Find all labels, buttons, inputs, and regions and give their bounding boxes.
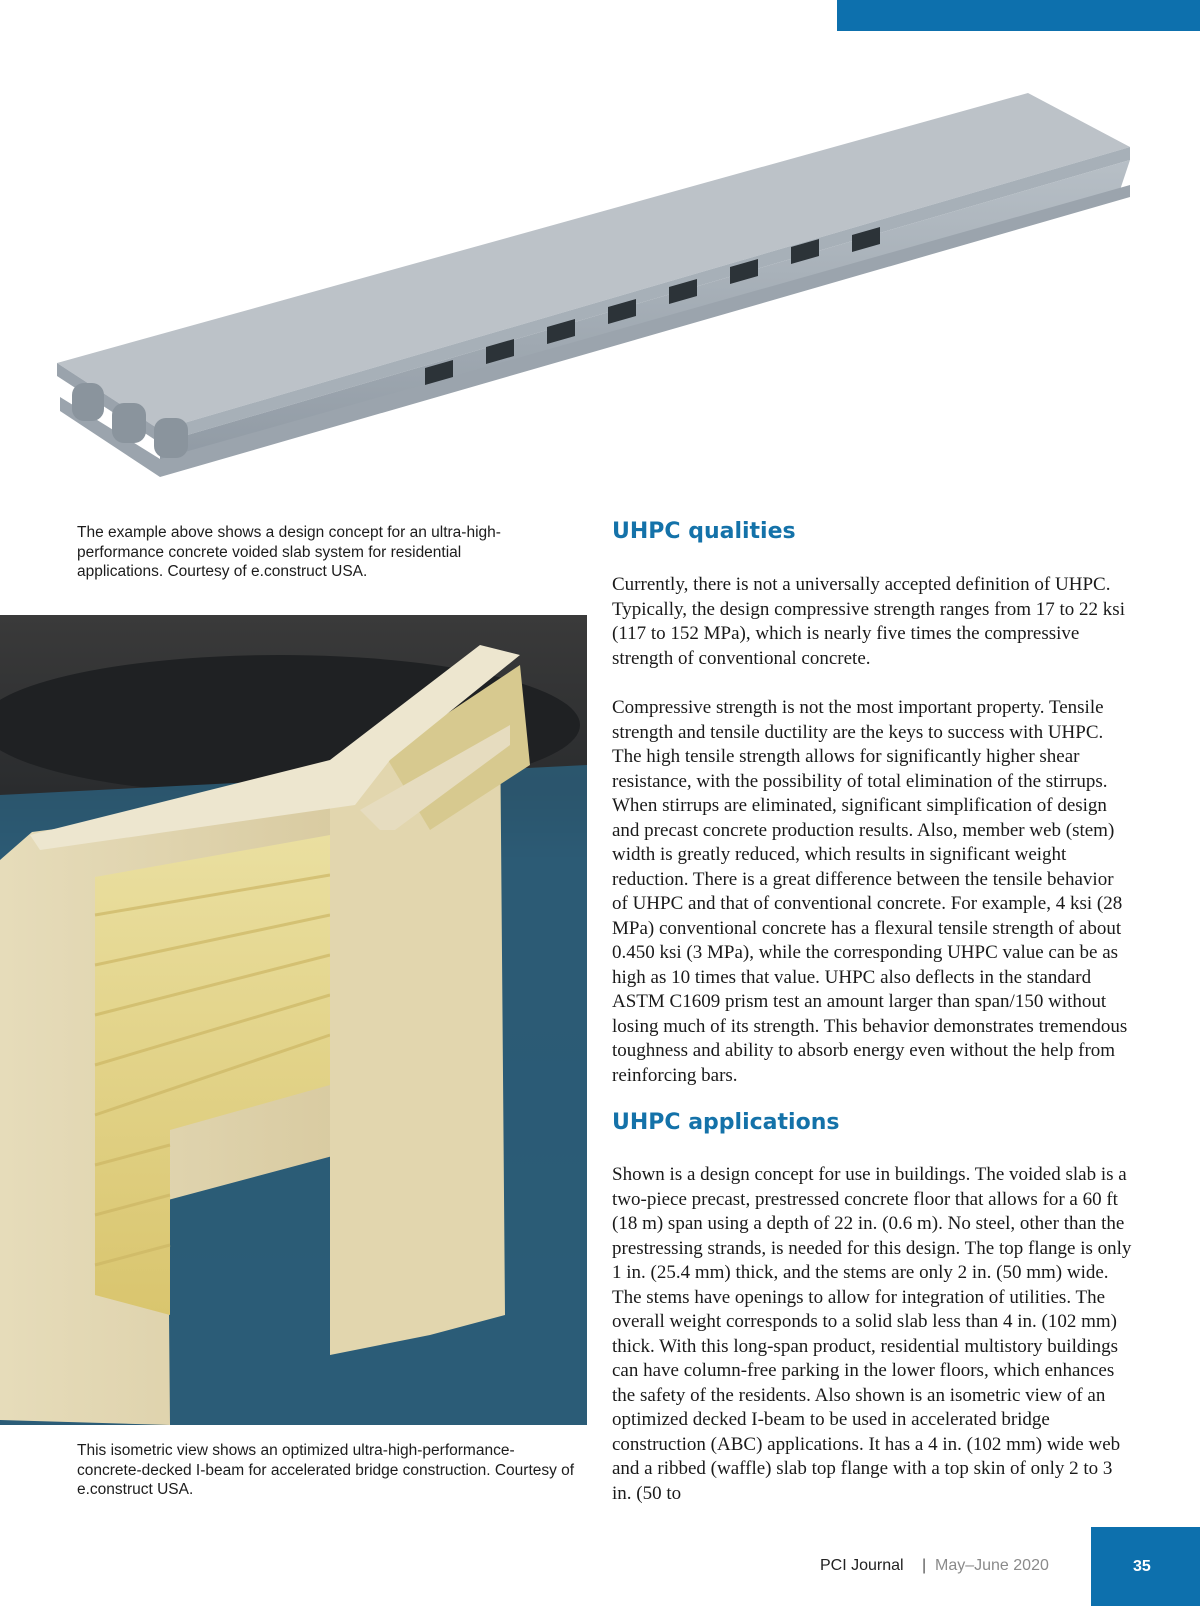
paragraph-applications: Shown is a design concept for use in buildings. The voided slab is a two-piece precast, prestressed concrete floor that allows for a 60 ft (18 m) span using a depth of 22 in. (0.6 m). No steel, other than the prestressing strands, is needed for this design. The top flange is only 1 in. (25.4 mm) thick, and the stems are only 2 in. (50 mm) wide. The stems have openings to allow for integration of utilities. The overall weight corresponds to a solid slab less than 4 in. (102 mm) thick. With this long-span product, residential multistory buildings can have column-free parking in the lower floors, which enhances the safety of the residents. Also shown is an isometric view of an optimized decked I-beam to be used in accelerated bridge construction (ABC) applications. It has a 4 in. (102 mm) wide web and a ribbed (waffle) slab top flange with a top skin of only 2 to 3 in. (50 to	[612, 1164, 1132, 1504]
section-heading-qualities: UHPC qualities	[612, 519, 796, 544]
footer-separator: |	[922, 1557, 927, 1574]
voided-slab-figure	[50, 85, 1165, 485]
i-beam-photo	[0, 615, 587, 1425]
paragraph-qualities-2: Compressive strength is not the most important property. Tensile strength and tensile ductility are the keys to success with UHPC. The high tensile strength allows for significantly higher shear resistance, with the possibility of total elimination of the stirrups. When stirrups are eliminated, significant simplification of design and precast concrete production results. Also, member web (stem) width is greatly reduced, which results in significant weight reduction. There is a great difference between the tensile behavior of UHPC and that of conventional concrete. For example, 4 ksi (28 MPa) conventional concrete has a flexural tensile strength of about 0.450 ksi (3 MPa), while the corresponding UHPC value can be as high as 10 times that value. UHPC also deflects in the standard ASTM C1609 prism test an amount larger than span/150 without losing much of its strength. This behavior demonstrates tremendous toughness and ability to absorb energy even without the help from reinforcing bars.	[612, 697, 1128, 1086]
footer-issue-date: May–June 2020	[935, 1557, 1049, 1574]
i-beam-figure-caption: This isometric view shows an optimized ultra-high-performance-concrete-decked I-beam for accelerated bridge construction. Courtesy of e.construct USA.	[77, 1442, 575, 1498]
slab-figure-caption: The example above shows a design concept for an ultra-high-performance concrete voided slab system for residential applications. Courtesy of e.construct USA.	[77, 524, 501, 580]
paragraph-qualities-1: Currently, there is not a universally accepted definition of UHPC. Typically, the design compressive strength ranges from 17 to 22 ksi (117 to 152 MPa), which is nearly five times the compressive strength of conventional concrete.	[612, 574, 1125, 669]
footer-journal-name: PCI Journal	[820, 1557, 904, 1574]
page-number: 35	[1133, 1558, 1151, 1575]
section-heading-applications: UHPC applications	[612, 1110, 840, 1135]
top-accent-bar	[837, 0, 1200, 31]
